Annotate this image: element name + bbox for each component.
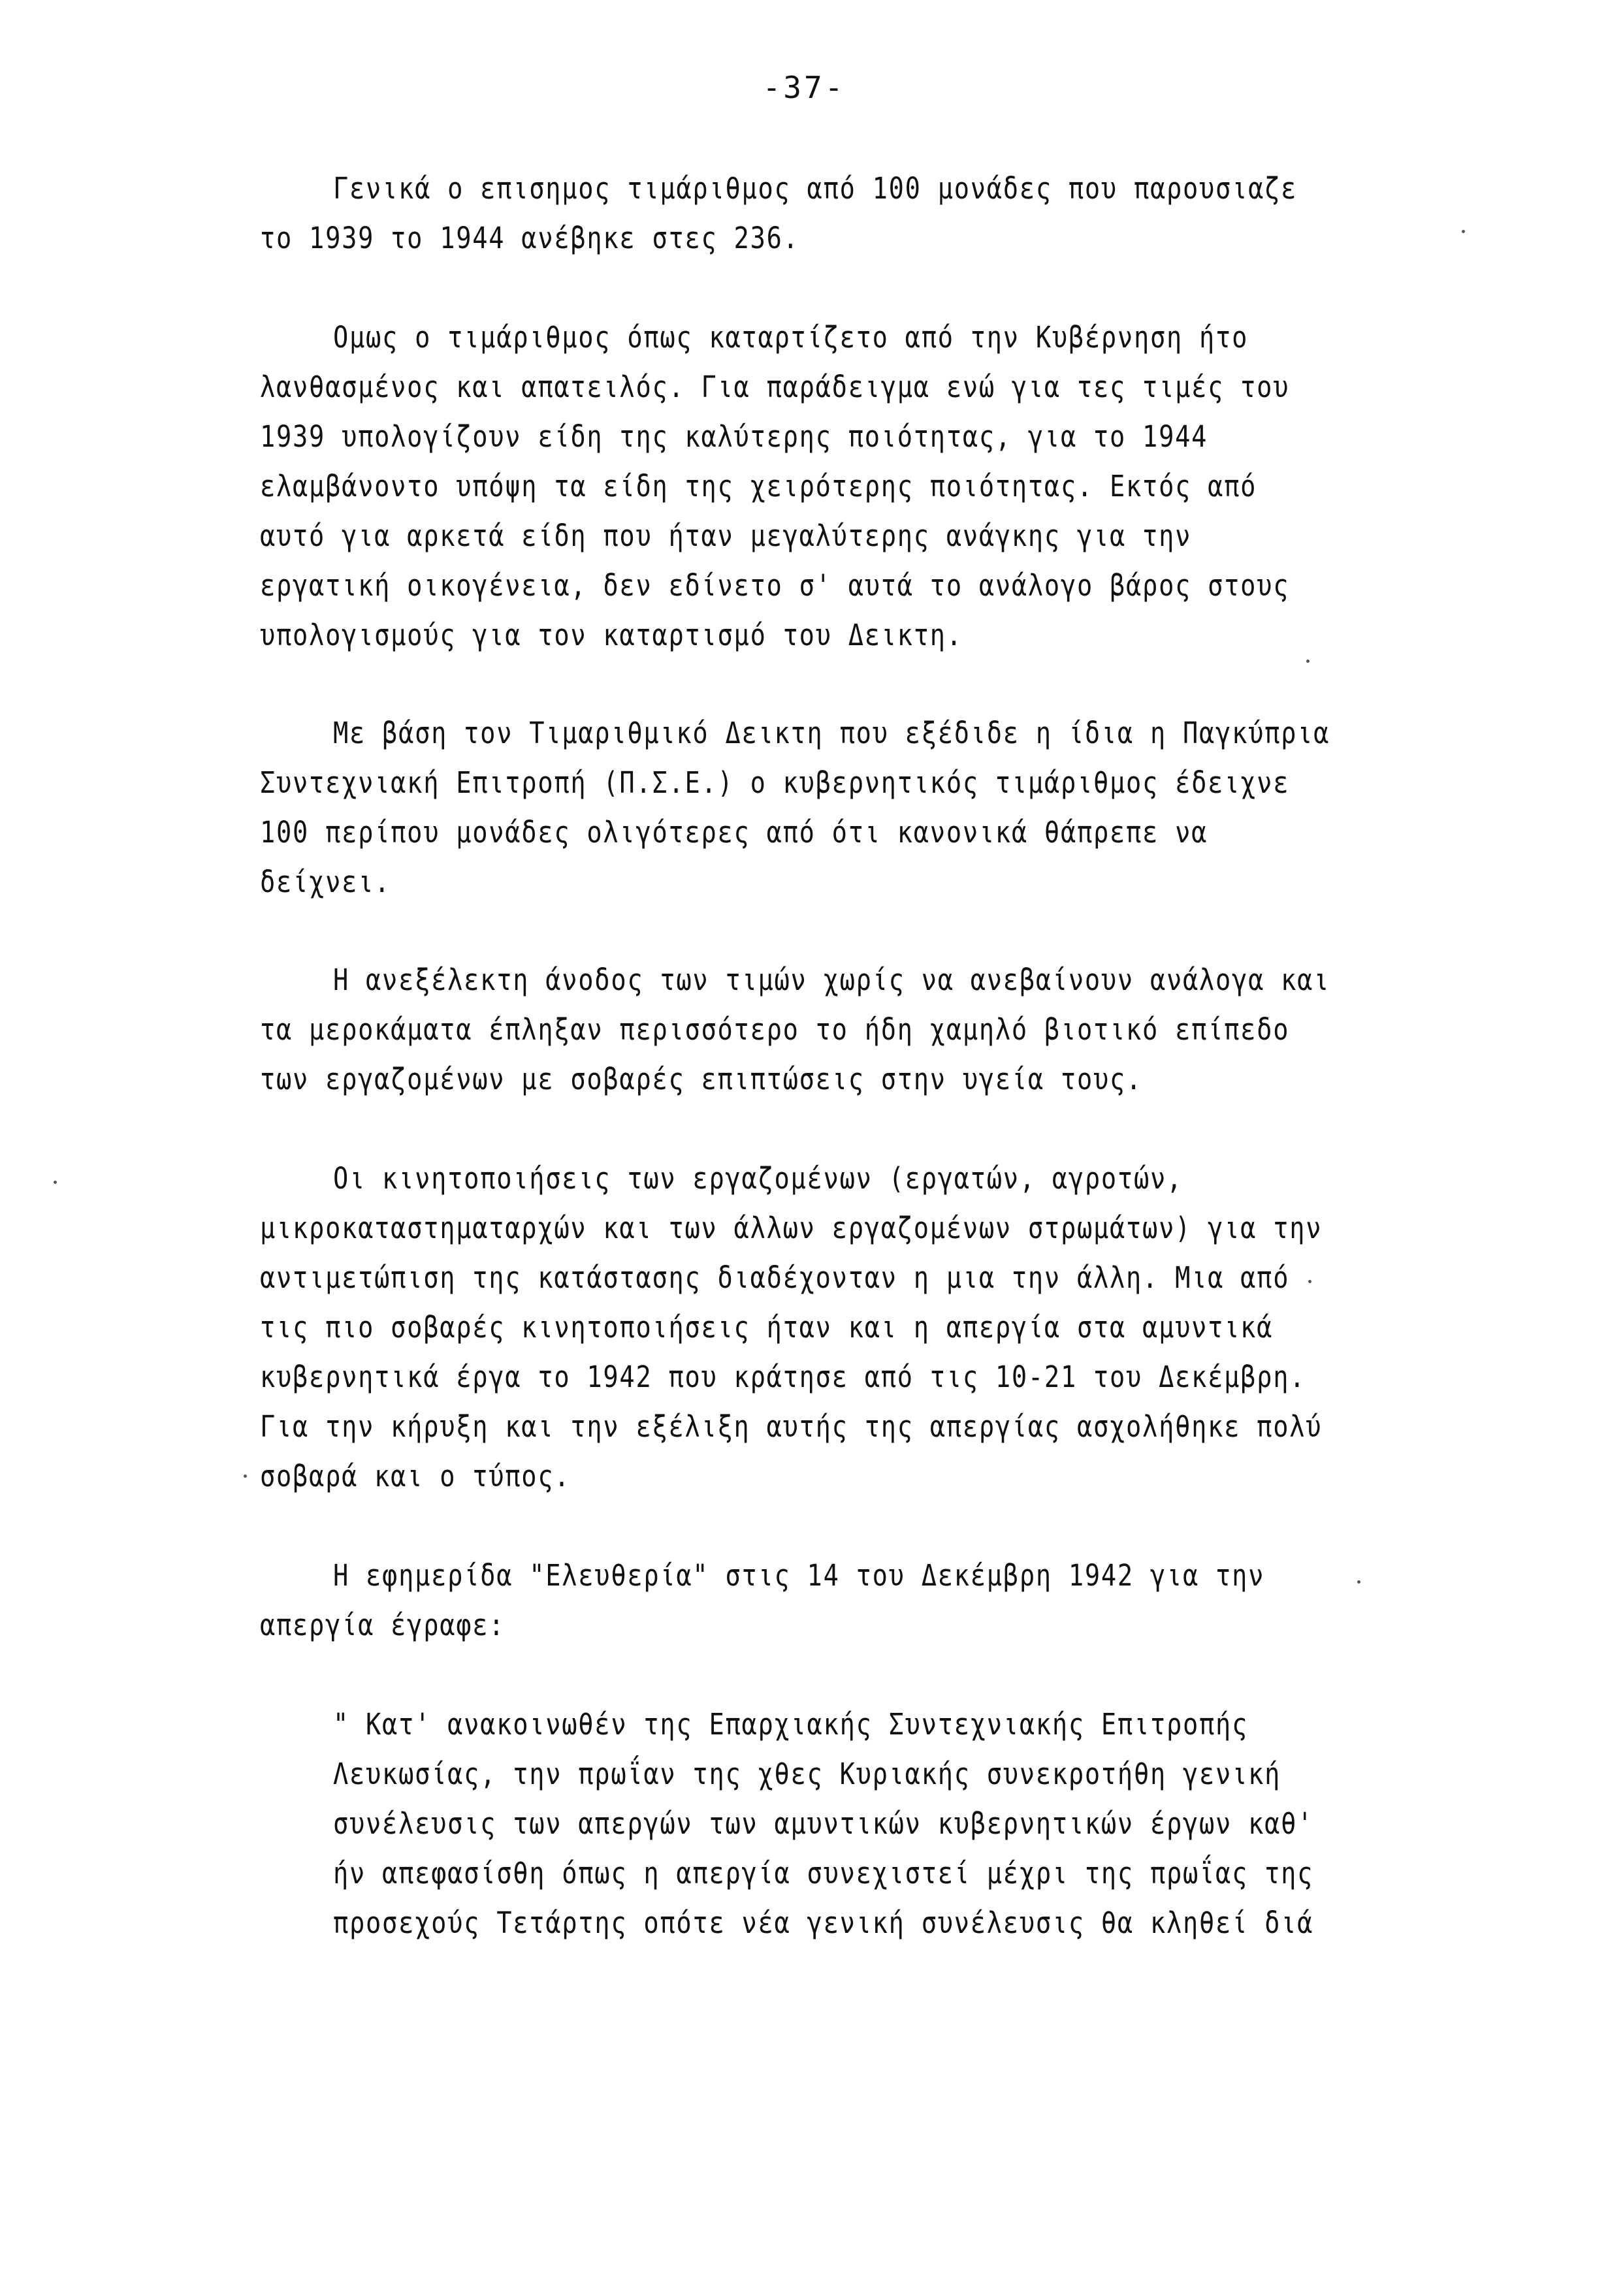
- text-line: Με βάση τον Τιμαριθμικό Δεικτη που εξέδιδε η ίδια η Παγκύπρια: [333, 716, 1330, 750]
- scan-speck: [1357, 1580, 1360, 1584]
- text-line: Συντεχνιακή Επιτροπή (Π.Σ.Ε.) ο κυβερνητικός τιμάριθμος έδειχνε: [260, 765, 1290, 800]
- text-line: τα μεροκάματα έπληξαν περισσότερο το ήδη χαμηλό βιοτικό επίπεδο: [260, 1012, 1290, 1047]
- text-line: Γενικά ο επισημος τιμάριθμος από 100 μονάδες που παρουσιαζε: [333, 171, 1298, 206]
- text-line: κυβερνητικά έργα το 1942 που κράτησε από τις 10-21 του Δεκέμβρη.: [260, 1360, 1306, 1394]
- text-line: σοβαρά και ο τύπος.: [260, 1459, 571, 1493]
- text-line: Η ανεξέλεκτη άνοδος των τιμών χωρίς να ανεβαίνουν ανάλογα και: [333, 963, 1330, 997]
- text-line: μικροκαταστηματαρχών και των άλλων εργαζομένων στρωμάτων) για την: [260, 1211, 1323, 1245]
- text-line: ελαμβάνοντο υπόψη τα είδη της χειρότερης ποιότητας. Εκτός από: [260, 469, 1257, 503]
- scan-speck: [1308, 1280, 1311, 1283]
- text-line: αντιμετώπιση της κατάστασης διαδέχονταν η μια την άλλη. Μια από: [260, 1260, 1290, 1295]
- text-line: αυτό για αρκετά είδη που ήταν μεγαλύτερης ανάγκης για την: [260, 518, 1192, 553]
- text-line: Η εφημερίδα "Ελευθερία" στις 14 του Δεκέμβρη 1942 για την: [333, 1558, 1265, 1593]
- page-number: -37-: [762, 70, 846, 105]
- quote-line: " Κατ' ανακοινωθέν της Επαρχιακής Συντεχνιακής Επιτροπής: [333, 1707, 1249, 1742]
- text-line: Ομως ο τιμάριθμος όπως καταρτίζετο από την Κυβέρνηση ήτο: [333, 320, 1249, 355]
- text-line: δείχνει.: [260, 865, 391, 899]
- scan-speck: [1306, 660, 1310, 663]
- scan-speck: [244, 1475, 247, 1478]
- text-line: λανθασμένος και απατειλός. Για παράδειγμα ενώ για τες τιμές του: [260, 370, 1290, 404]
- text-line: υπολογισμούς για τον καταρτισμό του Δεικτη.: [260, 618, 963, 652]
- quote-line: ήν απεφασίσθη όπως η απεργία συνεχιστεί μέχρι της πρωΐας της: [333, 1856, 1314, 1890]
- text-line: των εργαζομένων με σοβαρές επιπτώσεις στην υγεία τους.: [260, 1062, 1143, 1096]
- text-line: τις πιο σοβαρές κινητοποιήσεις ήταν και η απεργία στα αμυντικά: [260, 1310, 1274, 1345]
- scan-speck: [54, 1181, 57, 1184]
- text-line: απεργία έγραφε:: [260, 1608, 506, 1642]
- text-line: το 1939 το 1944 ανέβηκε στες 236.: [260, 221, 799, 255]
- quote-line: συνέλευσις των απεργών των αμυντικών κυβερνητικών έργων καθ': [333, 1806, 1314, 1841]
- text-line: Για την κήρυξη και την εξέλιξη αυτής της απεργίας ασχολήθηκε πολύ: [260, 1409, 1323, 1444]
- text-line: 1939 υπολογίζουν είδη της καλύτερης ποιότητας, για το 1944: [260, 419, 1208, 454]
- text-line: εργατική οικογένεια, δεν εδίνετο σ' αυτά το ανάλογο βάρος στους: [260, 568, 1290, 603]
- text-line: Οι κινητοποιήσεις των εργαζομένων (εργατών, αγροτών,: [333, 1161, 1183, 1196]
- scan-speck: [1462, 230, 1465, 233]
- quote-line: προσεχούς Τετάρτης οπότε νέα γενική συνέλευσις θα κληθεί διά: [333, 1905, 1314, 1940]
- quote-line: Λευκωσίας, την πρωΐαν της χθες Κυριακής συνεκροτήθη γενική: [333, 1757, 1281, 1791]
- text-line: 100 περίπου μονάδες ολιγότερες από ότι κανονικά θάπρεπε να: [260, 815, 1208, 850]
